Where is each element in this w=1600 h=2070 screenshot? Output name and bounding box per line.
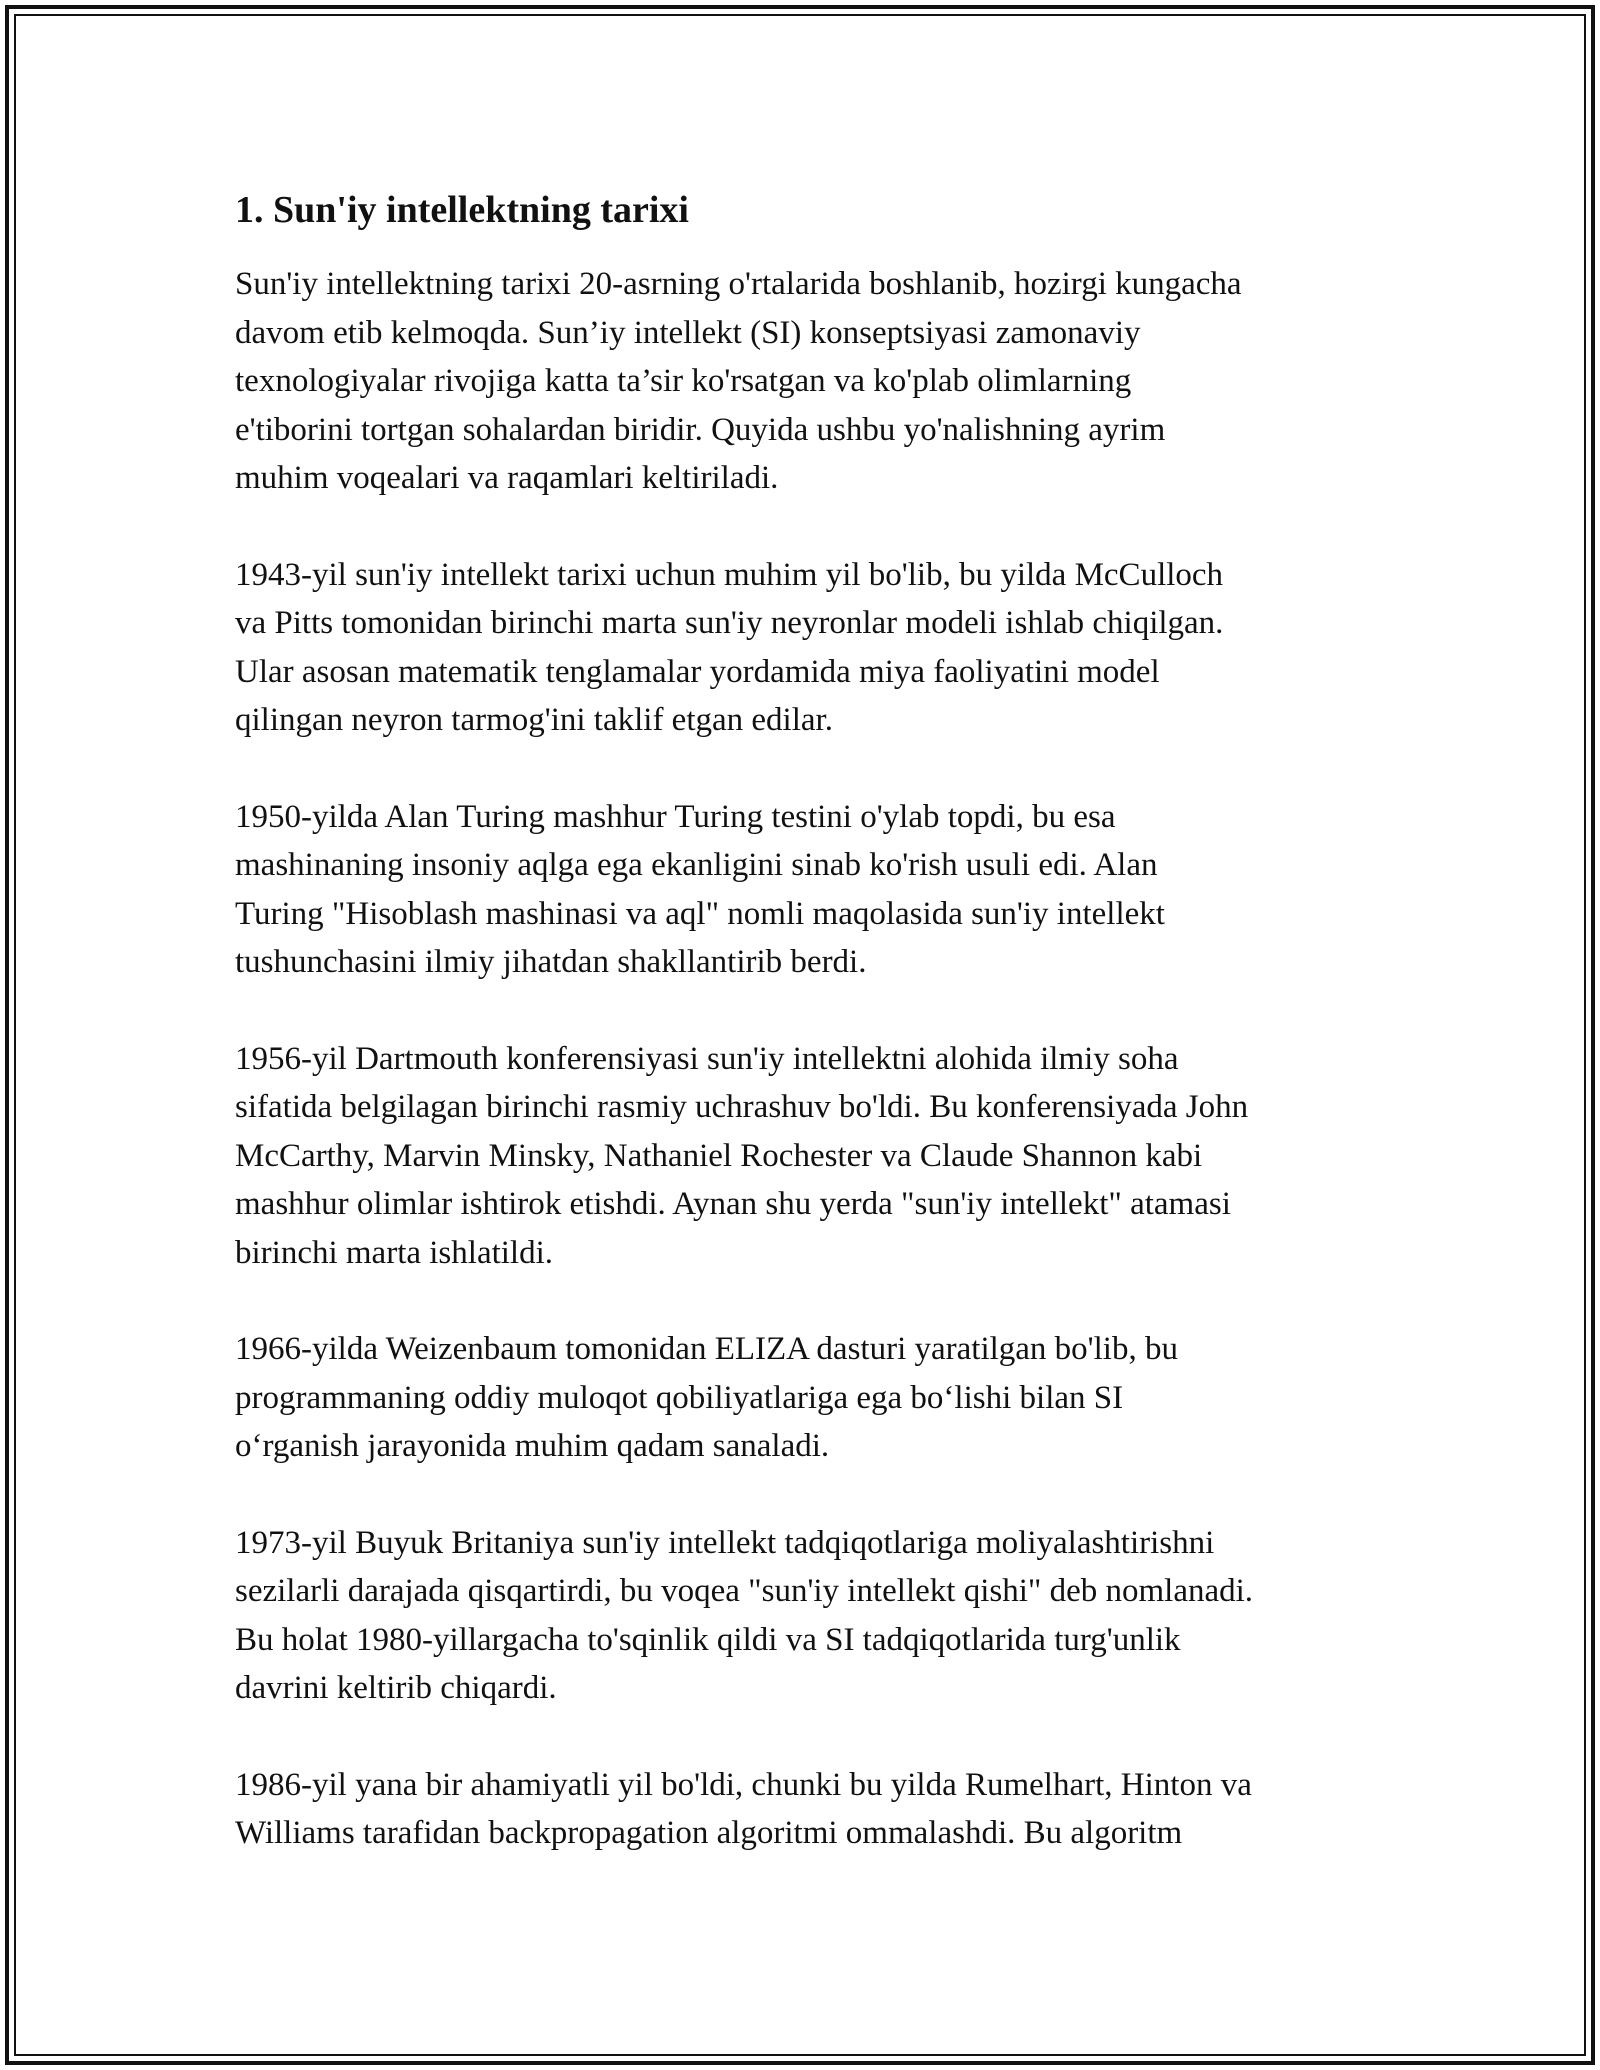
paragraph-1950: 1950-yilda Alan Turing mashhur Turing testini o'ylab topdi, bu esa mashinaning insoniy aqlga ega ekanligini sinab ko'rish usuli edi. Alan Turing "Hisoblash mashinasi va aql" nomli maqolasida sun'iy intellekt tushunchasini ilmiy jihatdan shakllantirib berdi.: [235, 798, 1165, 980]
document-body: [235, 186, 1380, 1906]
paragraph-1986: 1986-yil yana bir ahamiyatli yil bo'ldi, chunki bu yilda Rumelhart, Hinton va Williams tarafidan backpropagation algoritmi ommalashdi. Bu algoritm: [235, 1766, 1252, 1851]
paragraph-intro: Sun'iy intellektning tarixi 20-asrning o'rtalarida boshlanib, hozirgi kungacha davom etib kelmoqda. Sun’iy intellekt (SI) konseptsiyasi zamonaviy texnologiyalar rivojiga katta ta’sir ko'rsatgan va ko'plab olimlarning e'tiborini tortgan sohalardan biridir. Quyida ushbu yo'nalishning ayrim muhim voqealari va raqamlari keltiriladi.: [235, 266, 1242, 496]
paragraph-1973: 1973-yil Buyuk Britaniya sun'iy intellekt tadqiqotlariga moliyalashtirishni sezilarli darajada qisqartirdi, bu voqea "sun'iy intellekt qishi" deb nomlanadi. Bu holat 1980-yillargacha to'sqinlik qildi va SI tadqiqotlarida turg'unlik davrini keltirib chiqardi.: [235, 1524, 1254, 1706]
paragraph-1956: 1956-yil Dartmouth konferensiyasi sun'iy intellektni alohida ilmiy soha sifatida belgilagan birinchi rasmiy uchrashuv bo'ldi. Bu konferensiyada John McCarthy, Marvin Minsky, Nathaniel Rochester va Claude Shannon kabi mashhur olimlar ishtirok etishdi. Aynan shu yerda "sun'iy intellekt" atamasi birinchi marta ishlatildi.: [235, 1040, 1249, 1271]
paragraph-1966: 1966-yilda Weizenbaum tomonidan ELIZA dasturi yaratilgan bo'lib, bu programmaning oddiy muloqot qobiliyatlariga ega bo‘lishi bilan SI o‘rganish jarayonida muhim qadam sanaladi.: [235, 1331, 1178, 1464]
paragraph-1943: 1943-yil sun'iy intellekt tarixi uchun muhim yil bo'lib, bu yilda McCulloch va Pitts tomonidan birinchi marta sun'iy neyronlar modeli ishlab chiqilgan. Ular asosan matematik tenglamalar yordamida miya faoliyatini model qilingan neyron tarmog'ini taklif etgan edilar.: [235, 556, 1224, 738]
section-heading: 1. Sun'iy intellektning tarixi: [235, 189, 689, 231]
